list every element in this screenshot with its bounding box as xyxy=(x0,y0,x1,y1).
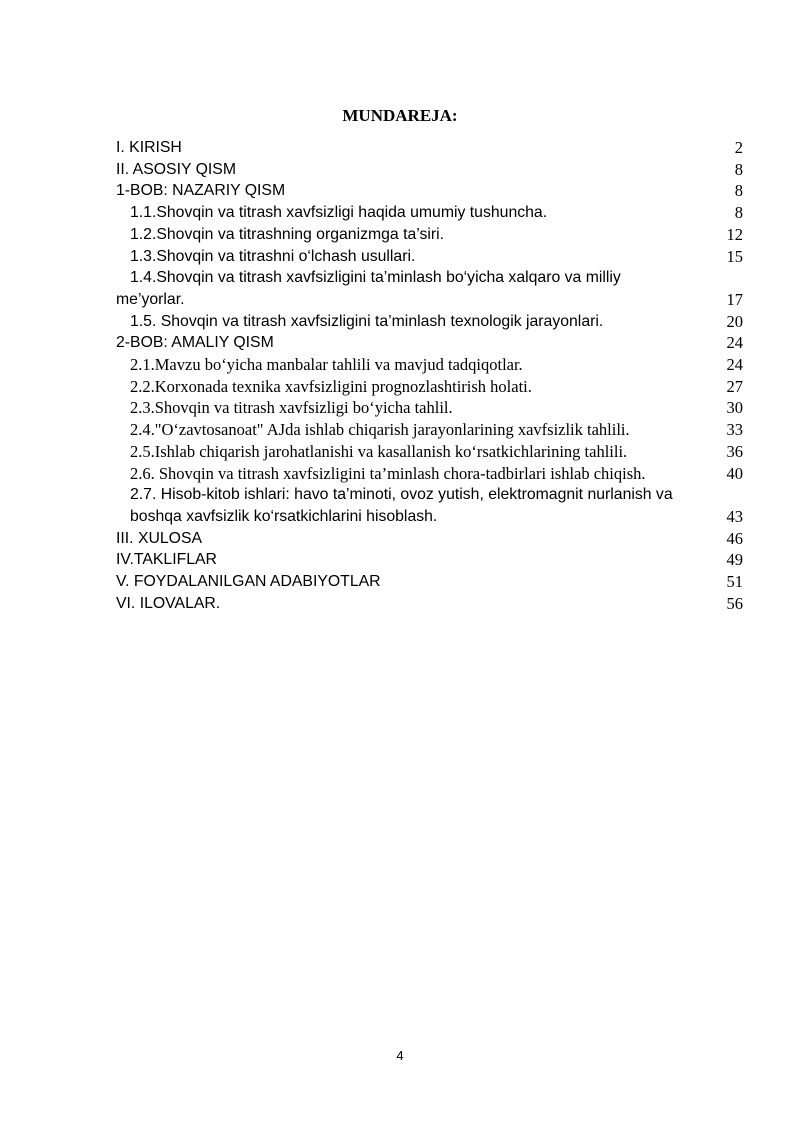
toc-entry-label: 2.3.Shovqin va titrash xavfsizligi bo‘yicha tahlil. xyxy=(130,398,453,418)
toc-entry-page: 20 xyxy=(726,311,743,331)
toc-entry-xulosa[interactable] xyxy=(116,528,743,550)
toc-entry-label: 1.2.Shovqin va titrashning organizmga ta’siri. xyxy=(130,225,445,243)
toc-entry-2-6[interactable] xyxy=(116,463,743,485)
toc-entry-2-5[interactable] xyxy=(116,441,743,463)
toc-entry-page: 24 xyxy=(726,355,743,375)
toc-entry-page: 36 xyxy=(726,441,743,461)
toc-entry-adabiyotlar[interactable] xyxy=(116,571,743,593)
toc-entry-1-3[interactable] xyxy=(116,246,743,268)
toc-entry-page: 17 xyxy=(726,289,743,309)
toc-entry-page: 12 xyxy=(726,224,743,244)
toc-entry-label: 1.1.Shovqin va titrash xavfsizligi haqida umumiy tushuncha. xyxy=(130,204,548,222)
toc-entry-page: 15 xyxy=(726,246,743,266)
toc-entry-label: 2-BOB: AMALIY QISM xyxy=(116,334,274,352)
toc-entry-2-7-cont[interactable] xyxy=(116,506,743,528)
toc-entry-page: 56 xyxy=(726,593,743,613)
toc-entry-kirish[interactable] xyxy=(116,137,743,159)
toc-entry-page: 51 xyxy=(726,572,743,592)
toc-entry-page: 27 xyxy=(726,376,743,396)
toc-entry-label: 1.3.Shovqin va titrashni o‘lchash usullari. xyxy=(130,247,416,265)
toc-entry-page: 2 xyxy=(734,138,743,157)
toc-entry-label: 2.7. Hisob-kitob ishlari: havo ta’minoti, ovoz yutish, elektromagnit nurlanish va xyxy=(130,486,673,504)
toc-entry-label: V. FOYDALANILGAN ADABIYOTLAR xyxy=(116,573,381,591)
toc-entry-1-4-cont[interactable] xyxy=(116,289,743,311)
page-number: 4 xyxy=(396,1048,404,1063)
toc-entry-page: 43 xyxy=(726,506,743,526)
toc-entry-label: 1-BOB: NAZARIY QISM xyxy=(116,182,286,200)
toc-entry-1-5[interactable] xyxy=(116,311,743,333)
table-of-contents xyxy=(116,137,743,614)
toc-entry-ilovalar[interactable] xyxy=(116,593,743,615)
page-title: MUNDAREJA: xyxy=(342,106,458,125)
toc-entry-page: 8 xyxy=(734,181,743,201)
toc-entry-page: 40 xyxy=(726,463,743,483)
toc-entry-label: 2.4."O‘zavtosanoat" AJda ishlab chiqarish jarayonlarining xavfsizlik tahlili. xyxy=(130,420,630,440)
toc-entry-label: IV.TAKLIFLAR xyxy=(116,551,217,569)
toc-entry-takliflar[interactable] xyxy=(116,549,743,571)
toc-entry-1-bob[interactable] xyxy=(116,180,743,202)
toc-entry-label-continuation: me’yorlar. xyxy=(116,290,185,308)
toc-entry-page: 49 xyxy=(726,550,743,570)
toc-entry-label-continuation: boshqa xavfsizlik ko‘rsatkichlarini hisoblash. xyxy=(130,507,438,525)
toc-entry-label: 1.5. Shovqin va titrash xavfsizligini ta’minlash texnologik jarayonlari. xyxy=(130,312,604,330)
toc-entry-page: 30 xyxy=(726,398,743,418)
toc-entry-label: 2.6. Shovqin va titrash xavfsizligini ta’minlash chora-tadbirlari ishlab chiqish. xyxy=(130,463,646,483)
toc-entry-1-1[interactable] xyxy=(116,202,743,224)
toc-entry-label: II. ASOSIY QISM xyxy=(116,160,236,178)
toc-entry-2-bob[interactable] xyxy=(116,332,743,354)
toc-entry-1-2[interactable] xyxy=(116,224,743,246)
toc-entry-page: 8 xyxy=(734,203,743,223)
toc-entry-2-7[interactable] xyxy=(116,484,743,506)
toc-entry-label: 2.1.Mavzu bo‘yicha manbalar tahlili va mavjud tadqiqotlar. xyxy=(130,355,523,375)
toc-entry-label: 2.2.Korxonada texnika xavfsizligini prognozlashtirish holati. xyxy=(130,376,532,396)
toc-entry-page: 46 xyxy=(726,528,743,548)
toc-entry-label: III. XULOSA xyxy=(116,529,203,547)
toc-entry-label: 2.5.Ishlab chiqarish jarohatlanishi va kasallanish ko‘rsatkichlarining tahlili. xyxy=(130,441,628,461)
toc-entry-2-3[interactable] xyxy=(116,397,743,419)
toc-entry-page: 33 xyxy=(726,420,743,440)
toc-entry-1-4[interactable] xyxy=(116,267,743,289)
toc-entry-page: 8 xyxy=(734,159,743,179)
toc-entry-label: I. KIRISH xyxy=(116,139,182,156)
toc-entry-label: 1.4.Shovqin va titrash xavfsizligini ta’minlash bo‘yicha xalqaro va milliy xyxy=(130,269,621,287)
toc-entry-asosiy-qism[interactable] xyxy=(116,159,743,181)
toc-entry-page: 24 xyxy=(726,333,743,353)
toc-entry-label: VI. ILOVALAR. xyxy=(116,594,221,612)
toc-entry-2-2[interactable] xyxy=(116,376,743,398)
toc-entry-2-1[interactable] xyxy=(116,354,743,376)
toc-entry-2-4[interactable] xyxy=(116,419,743,441)
